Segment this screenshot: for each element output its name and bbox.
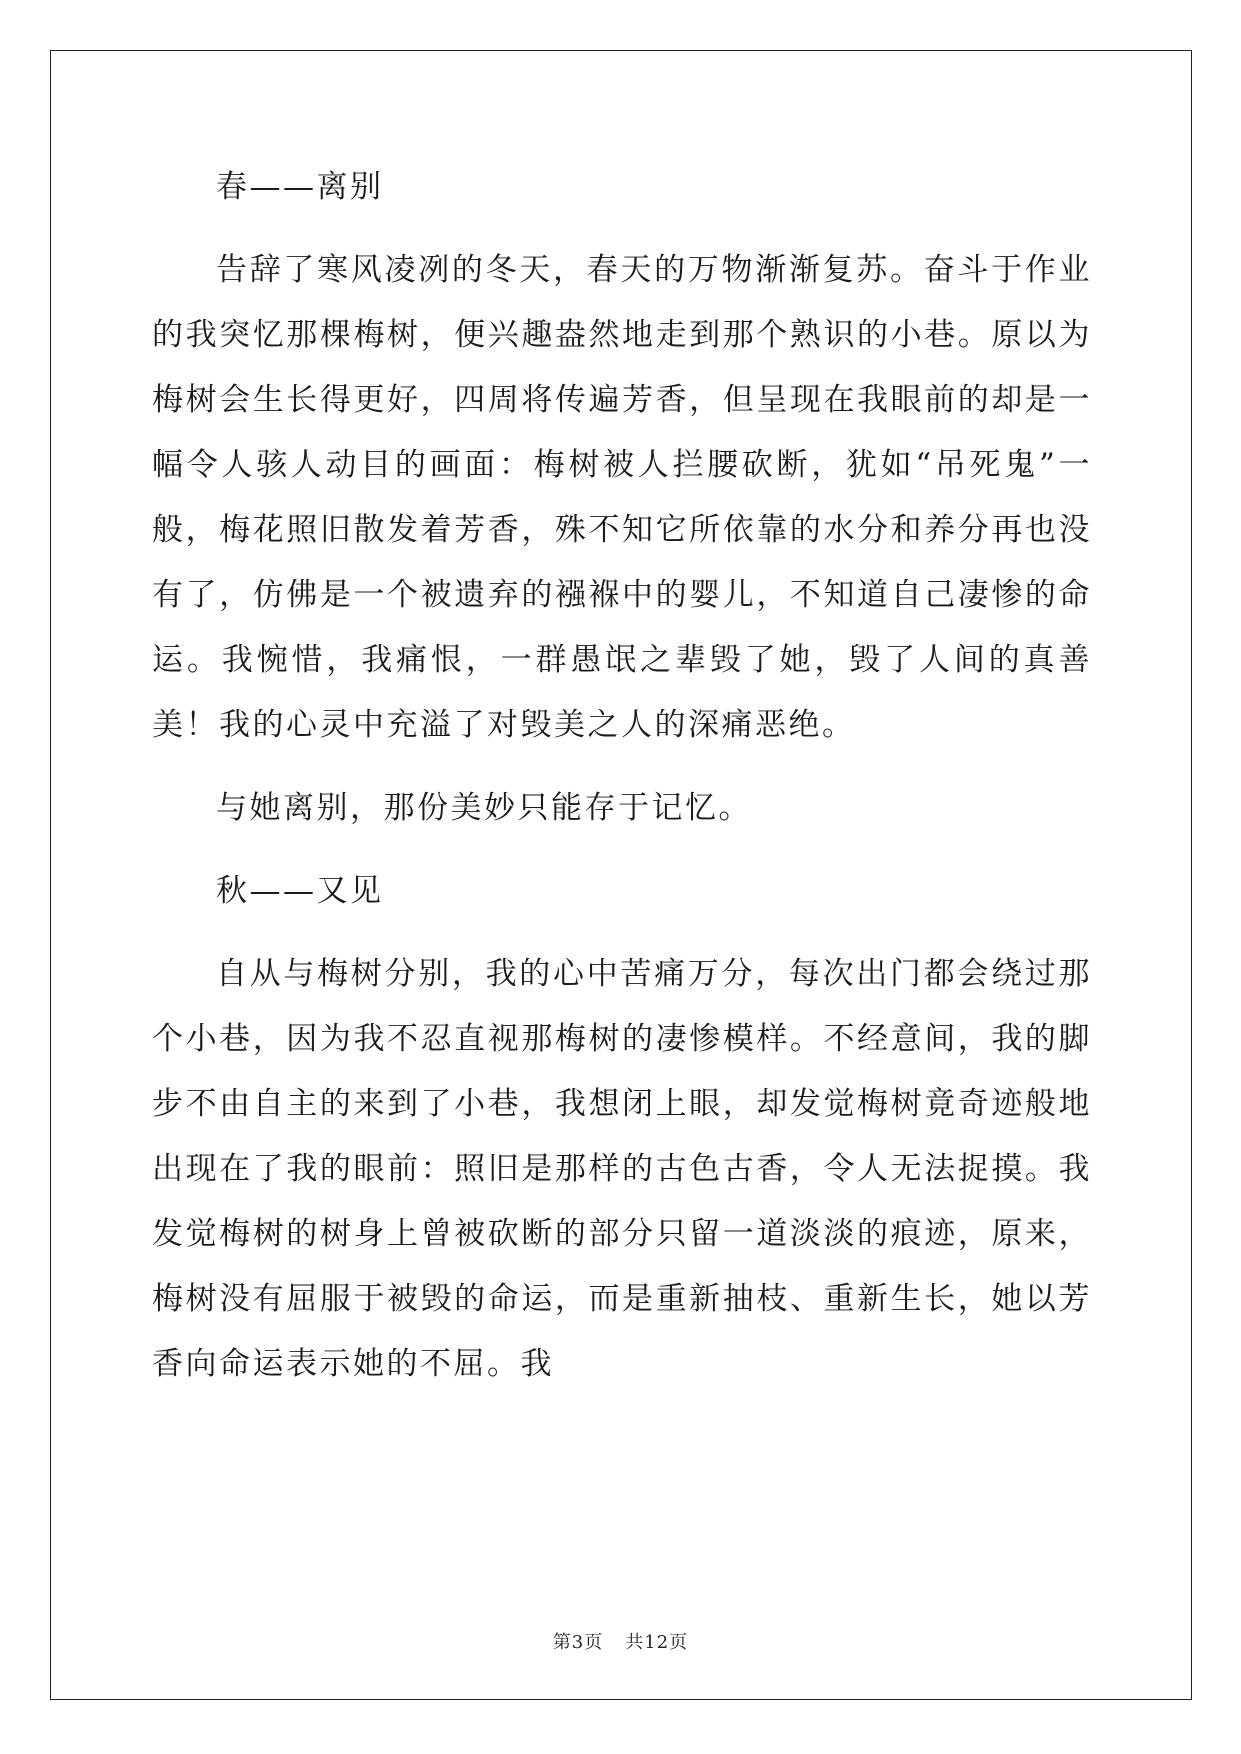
document-body: [152, 155, 1092, 1415]
paragraph-autumn-story: 自从与梅树分别，我的心中苦痛万分，每次出门都会绕过那个小巷，因为我不忍直视那梅树的凄惨模样。不经意间，我的脚步不由自主的来到了小巷，我想闭上眼，却发觉梅树竟奇迹般地出现在了我的眼前：照旧是那样的古色古香，令人无法捉摸。我发觉梅树的树身上曾被砍断的部分只留一道淡淡的痕迹，原来，梅树没有屈服于被毁的命运，而是重新抽枝、重新生长，她以芳香向命运表示她的不屈。我: [152, 956, 1092, 1382]
section-heading-spring: 春——离别: [216, 169, 384, 205]
paragraph-spring-story: 告辞了寒风凌冽的冬天，春天的万物渐渐复苏。奋斗于作业的我突忆那棵梅树，便兴趣盎然地走到那个熟识的小巷。原以为梅树会生长得更好，四周将传遍芳香，但呈现在我眼前的却是一幅令人骇人动目的画面：梅树被人拦腰砍断，犹如“吊死鬼”一般，梅花照旧散发着芳香，殊不知它所依靠的水分和养分再也没有了，仿佛是一个被遗弃的襁褓中的婴儿，不知道自己凄惨的命运。我惋惜，我痛恨，一群愚氓之辈毁了她，毁了人间的真善美！我的心灵中充溢了对毁美之人的深痛恶绝。: [152, 252, 1092, 743]
page-total: 共12页: [625, 1632, 689, 1653]
page-number: 第3页: [552, 1632, 604, 1653]
section-heading-autumn: 秋——又见: [216, 873, 384, 909]
paragraph-farewell: 与她离别，那份美妙只能存于记忆。: [216, 790, 752, 826]
page-footer: [0, 1628, 1241, 1654]
